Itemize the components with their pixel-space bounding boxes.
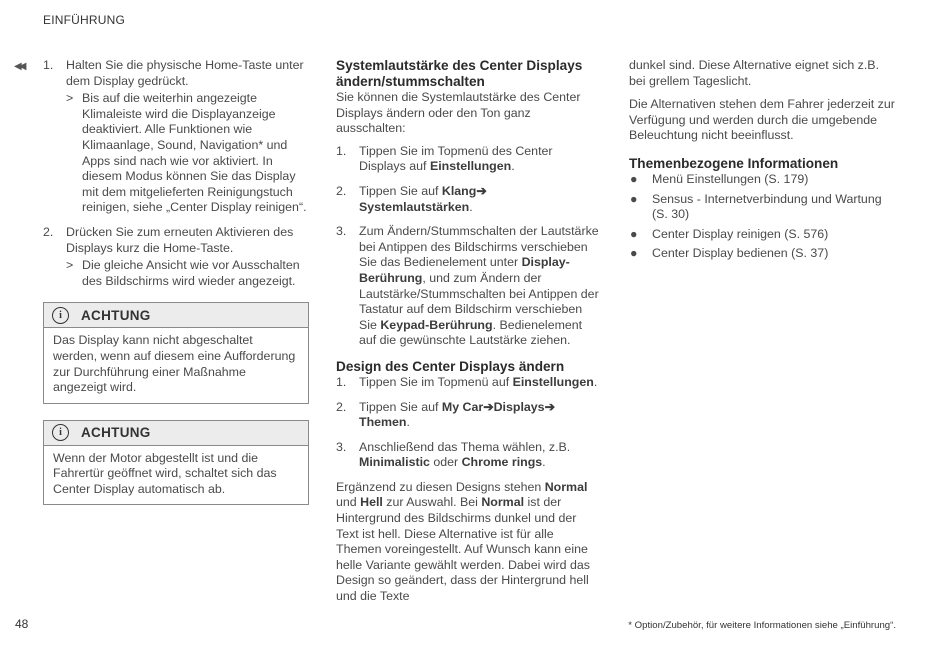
punctuation: . <box>511 159 515 174</box>
step-text: , und zum Ändern der Lautstärke/Stummschalten bei Antippen der Tastatur auf dem Bildschirm verschieben Sie <box>359 270 599 332</box>
column-left <box>43 58 309 521</box>
step-number: 3. <box>336 224 347 239</box>
warning-title: ACHTUNG <box>81 307 151 323</box>
related-link[interactable] <box>629 172 895 188</box>
list-item <box>336 375 602 391</box>
option-label-normal: Normal <box>544 479 588 494</box>
warning-box <box>43 302 309 403</box>
list-item <box>336 400 602 431</box>
bullet-icon: ● <box>630 191 638 206</box>
step-number: 2. <box>43 224 54 239</box>
info-icon: i <box>52 307 69 324</box>
step-text: . Bedienelement auf die gewünschte Lautstärke ziehen. <box>359 317 583 348</box>
warning-header <box>44 303 308 328</box>
list-item <box>336 224 602 349</box>
option-label-hell: Hell <box>360 495 383 510</box>
step-text: oder <box>429 455 462 470</box>
warning-text: Wenn der Motor abgestellt ist und die Fahrertür geöffnet wird, schaltet sich das Center Display automatisch ab. <box>53 450 277 496</box>
result-text: Die gleiche Ansicht wie vor Ausschalten des Bildschirms wird wieder angezeigt. <box>82 258 300 288</box>
punctuation: . <box>593 374 598 389</box>
warning-text: Das Display kann nicht abgeschaltet werden, wenn auf diesem eine Aufforderung zur Durchführung einer Maßnahme angezeigt wird. <box>53 333 296 395</box>
design-paragraph <box>336 480 602 605</box>
volume-intro: Sie können die Systemlautstärke des Center Displays ändern oder den Ton ganz ausschalten: <box>336 90 581 136</box>
punctuation: . <box>469 199 473 214</box>
page-number: 48 <box>15 617 29 631</box>
menu-label-einstellungen: Einstellungen <box>512 374 594 389</box>
paragraph-text: und <box>336 495 361 510</box>
menu-label-einstellungen: Einstellungen <box>429 159 512 174</box>
step-text: Tippen Sie im Topmenü des Center Displays auf <box>359 143 553 174</box>
step-result <box>66 258 309 289</box>
bullet-icon: ● <box>630 171 638 186</box>
step-text: Anschließend das Thema wählen, z.B. <box>359 439 571 454</box>
result-text: Bis auf die weiterhin angezeigte Klimaleiste wird die Displayanzeige deaktiviert. Alle Funktionen wie Klimaanlage, Sound, Navigation* und Apps sind nach wie vor aktiviert. In diesem Modus können Sie das Display mit dem mitgelieferten Reinigungstuch reinigen, siehe „Center Display reinigen“. <box>82 91 307 215</box>
related-link-text[interactable]: Center Display bedienen (S. 37) <box>652 246 829 261</box>
paragraph-text: zur Auswahl. Bei <box>382 495 482 510</box>
step-text: Tippen Sie im Topmenü auf <box>359 374 513 389</box>
list-item <box>43 58 309 216</box>
list-item <box>43 225 309 289</box>
related-link-text[interactable]: Menü Einstellungen (S. 179) <box>652 171 809 186</box>
menu-label-displays: Displays <box>493 399 545 414</box>
footnote: * Option/Zubehör, für weitere Informationen siehe „Einführung“. <box>628 620 896 631</box>
control-label-keypad-beruehrung: Keypad-Berührung <box>380 317 493 332</box>
step-number: 3. <box>336 439 347 454</box>
menu-label-themen: Themen <box>359 415 407 430</box>
volume-heading: Systemlautstärke des Center Displays ändern/stummschalten <box>336 58 583 89</box>
column-middle <box>336 58 602 613</box>
previous-page-icon[interactable]: ◀◀ <box>14 61 24 72</box>
step-number: 1. <box>336 143 347 158</box>
step-text: Tippen Sie auf <box>359 399 442 414</box>
related-link[interactable] <box>629 227 895 243</box>
step-text: Drücken Sie zum erneuten Aktivieren des Displays kurz die Home-Taste. <box>66 224 294 255</box>
theme-label-chrome-rings: Chrome rings <box>461 455 543 470</box>
design-heading: Design des Center Displays ändern <box>336 358 565 374</box>
step-text: Zum Ändern/Stummschalten der Lautstärke bei Antippen des Bildschirms verschieben Sie das Bedienelement unter <box>359 224 599 270</box>
warning-header <box>44 421 308 446</box>
warning-box <box>43 420 309 506</box>
step-result <box>66 91 309 216</box>
option-label-normal: Normal <box>481 495 525 510</box>
paragraph-continued: dunkel sind. Diese Alternative eignet sich z.B. bei grellem Tageslicht. <box>629 58 880 88</box>
step-number: 1. <box>336 374 347 389</box>
result-marker: > <box>66 258 74 273</box>
theme-label-minimalistic: Minimalistic <box>359 455 430 470</box>
list-item <box>336 184 602 215</box>
menu-label-my-car: My Car <box>441 399 484 414</box>
related-link[interactable] <box>629 192 895 223</box>
bullet-icon: ● <box>630 246 638 261</box>
menu-label-systemlautstaerken: Systemlautstärken <box>359 199 470 214</box>
section-header: EINFÜHRUNG <box>43 13 125 27</box>
step-text: Tippen Sie auf <box>359 183 442 198</box>
related-link-text[interactable]: Sensus - Internetverbindung und Wartung (S. 30) <box>652 191 882 222</box>
warning-title: ACHTUNG <box>81 424 151 440</box>
punctuation: . <box>542 455 546 470</box>
step-number: 2. <box>336 183 347 198</box>
info-icon: i <box>52 424 69 441</box>
arrow-right-icon: ➔ <box>483 399 494 414</box>
related-link[interactable] <box>629 246 895 262</box>
step-number: 2. <box>336 399 347 414</box>
column-right <box>629 58 895 266</box>
paragraph-text: ist der Hintergrund des Bildschirms dunkel und der Text ist hell. Diese Alternative ist für alle Themen voreingestellt. Auf Wunsch kann eine helle Variante gewählt werden. Dabei wird das Design so geändert, dass der Hintergrund hell und die Texte <box>336 495 590 604</box>
control-label-display-beruehrung: Display-Berührung <box>359 255 570 285</box>
punctuation: . <box>406 415 410 430</box>
list-item <box>336 440 602 471</box>
arrow-right-icon: ➔ <box>476 183 487 198</box>
paragraph-text: Ergänzend zu diesen Designs stehen <box>336 479 545 494</box>
result-marker: > <box>66 91 74 106</box>
related-link-text[interactable]: Center Display reinigen (S. 576) <box>652 226 829 241</box>
menu-label-klang: Klang <box>441 183 477 198</box>
paragraph-alternatives: Die Alternativen stehen dem Fahrer jederzeit zur Verfügung und werden durch die umgebende Beleuchtung nicht beeinflusst. <box>629 97 895 143</box>
related-info-heading: Themenbezogene Informationen <box>629 155 839 171</box>
bullet-icon: ● <box>630 226 638 241</box>
step-text: Halten Sie die physische Home-Taste unter dem Display gedrückt. <box>66 58 304 88</box>
step-number: 1. <box>43 58 54 72</box>
arrow-right-icon: ➔ <box>544 399 555 414</box>
list-item <box>336 144 602 175</box>
